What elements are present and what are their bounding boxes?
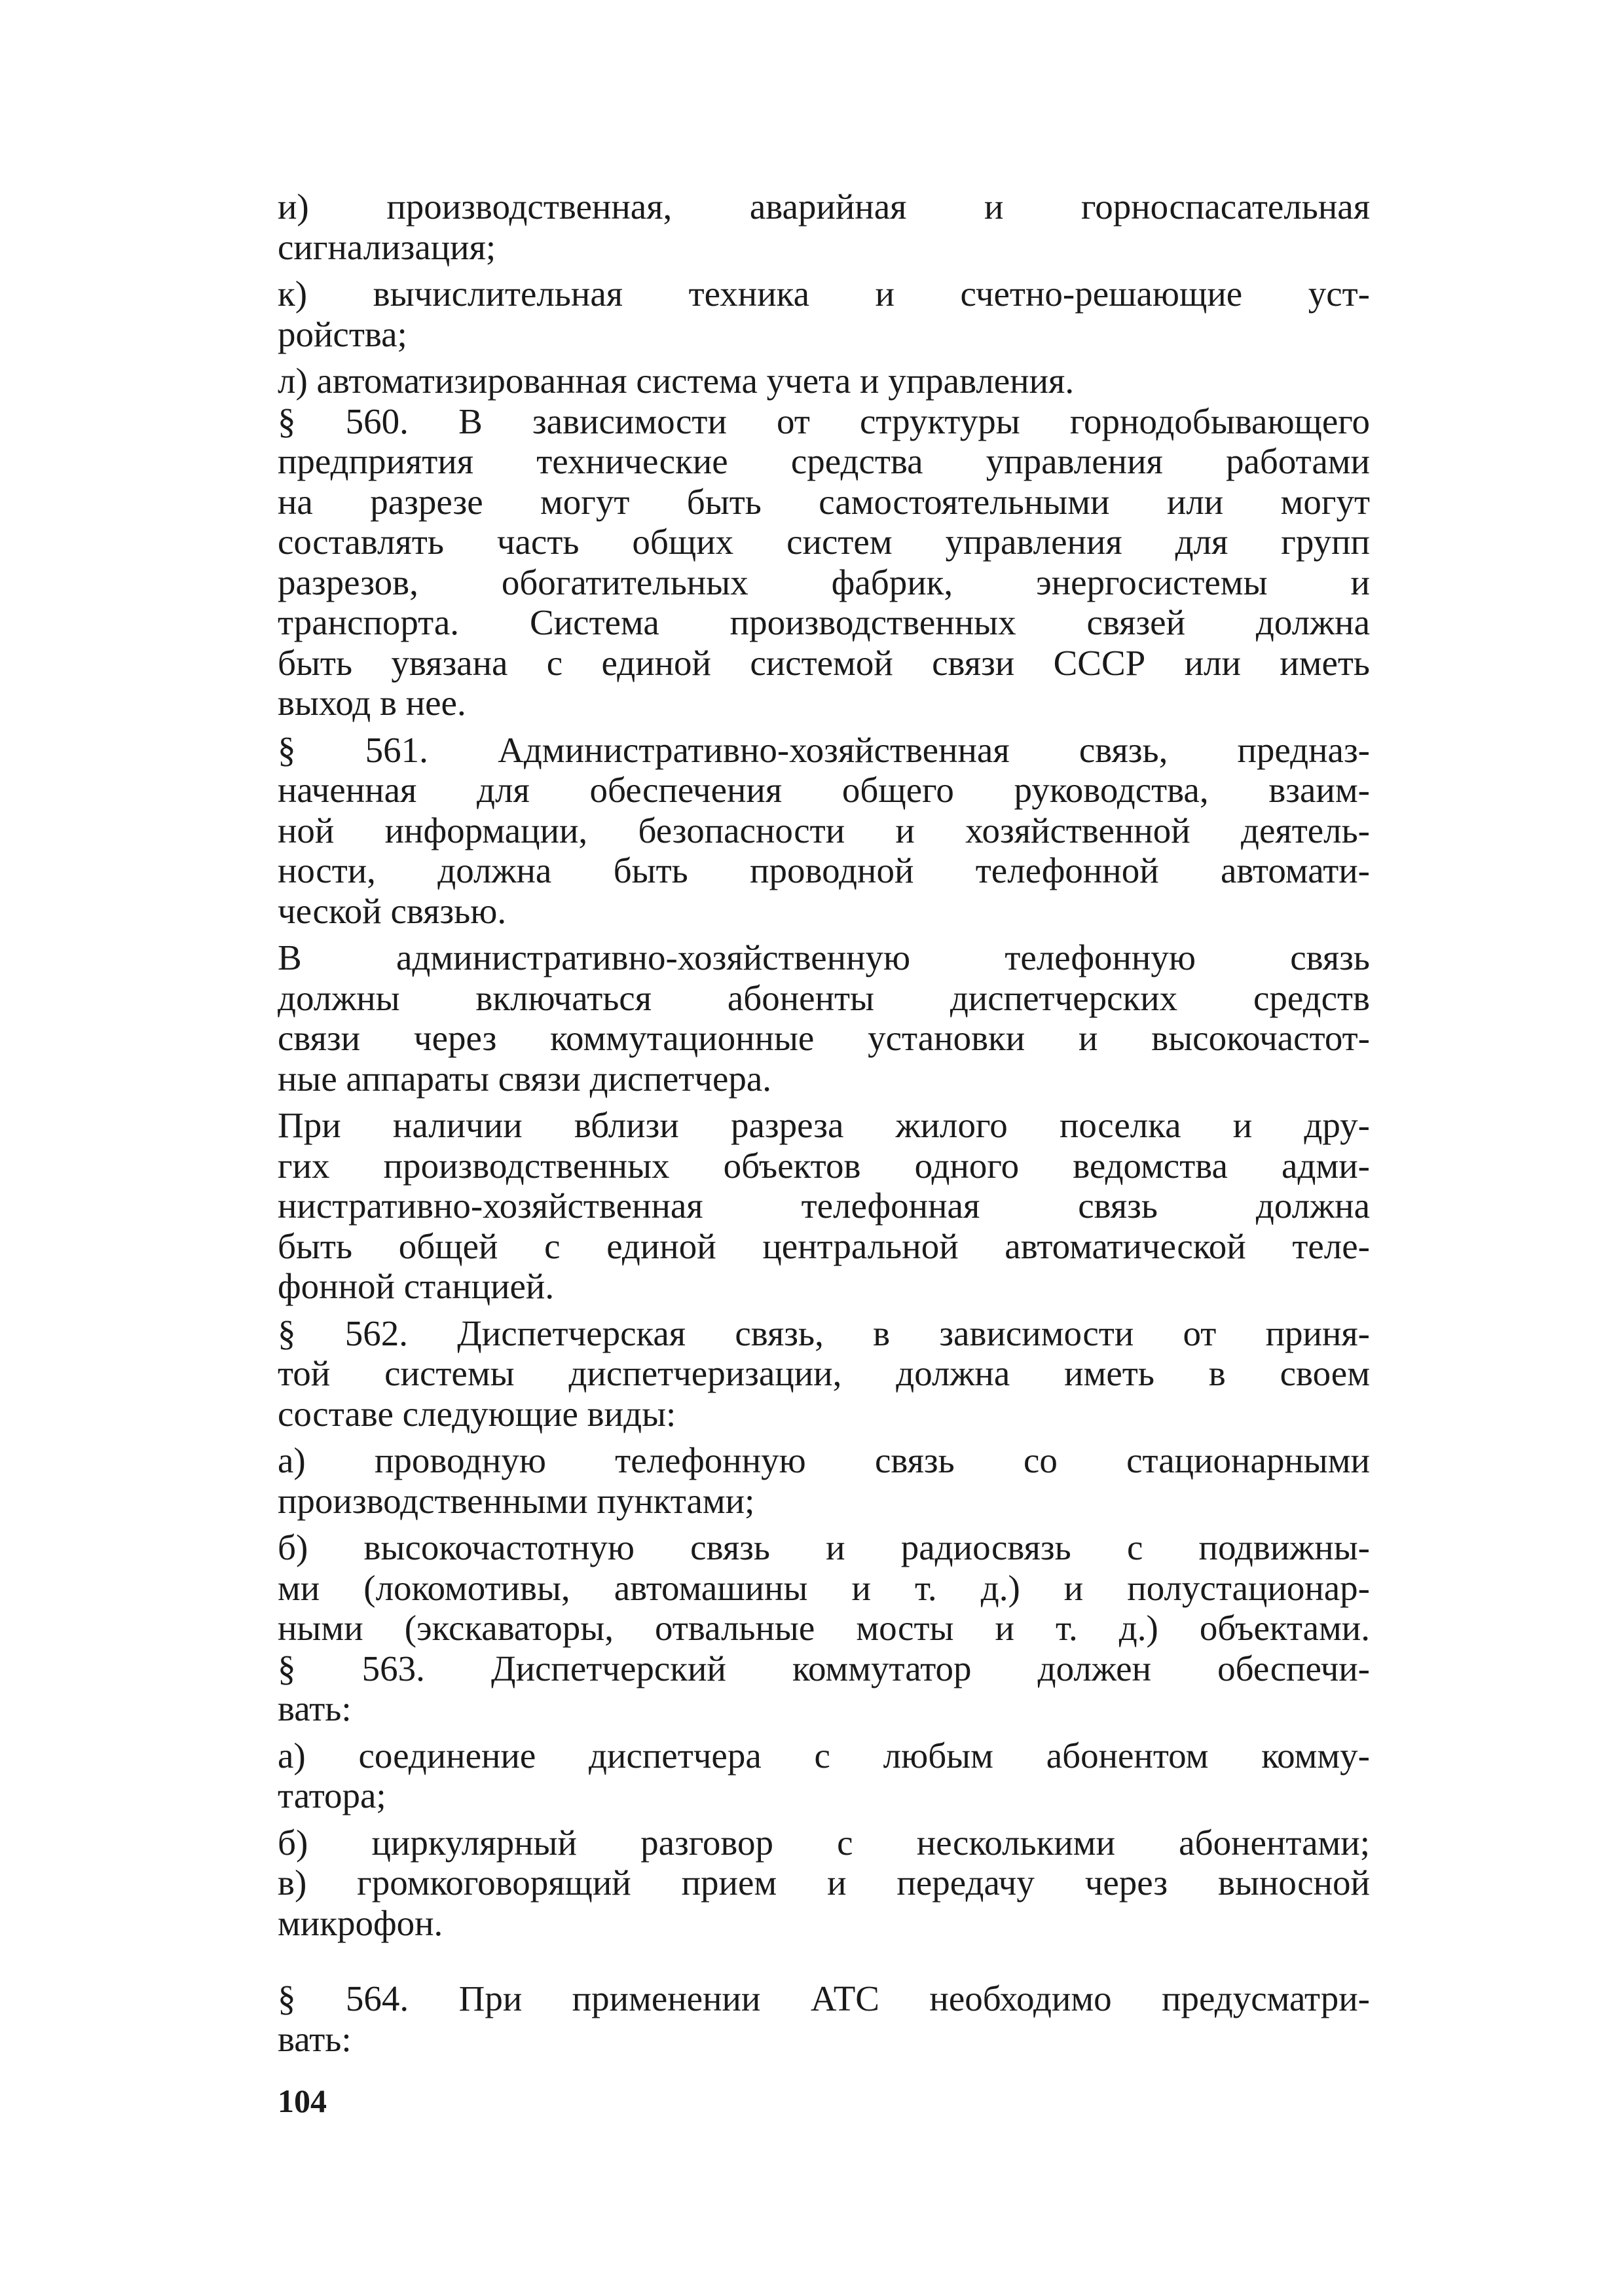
text-line: § 561. Административно-хозяйственная связь, предназ- — [278, 729, 1370, 770]
text-line: фонной станцией. — [278, 1266, 555, 1306]
text-line: в) громкоговорящий прием и передачу через выносной — [278, 1863, 1370, 1903]
text-line: наченная для обеспечения общего руководства, взаим- — [278, 770, 1370, 810]
text-line: сигнализация; — [278, 227, 496, 267]
text-line: а) проводную телефонную связь со стационарными — [278, 1440, 1370, 1480]
paragraph-item-i — [278, 187, 1370, 267]
paragraph-admin-telephone — [278, 938, 1370, 1099]
text-line: л) автоматизированная система учета и управления. — [278, 361, 1075, 401]
paragraph-section-563 — [278, 1649, 1370, 1729]
text-line: При наличии вблизи разреза жилого поселка и дру- — [278, 1105, 1370, 1145]
text-line: а) соединение диспетчера с любым абонентом комму- — [278, 1735, 1370, 1776]
text-line: ной информации, безопасности и хозяйственной деятель- — [278, 810, 1370, 850]
text-line: производственными пунктами; — [278, 1480, 755, 1521]
text-line: к) вычислительная техника и счетно-решающие уст- — [278, 274, 1370, 314]
text-line: составлять часть общих систем управления для групп — [278, 522, 1370, 562]
text-line: разрезов, обогатительных фабрик, энергосистемы и — [278, 562, 1370, 602]
text-line: той системы диспетчеризации, должна иметь в своем — [278, 1353, 1370, 1393]
text-line: нистративно-хозяйственная телефонная связь должна — [278, 1186, 1370, 1226]
text-line: микрофон. — [278, 1903, 443, 1943]
text-line: ными (экскаваторы, отвальные мосты и т. д.) объектами. — [278, 1608, 1370, 1648]
text-line: выход в нее. — [278, 683, 466, 723]
text-line: предприятия технические средства управления работами — [278, 441, 1370, 481]
paragraph-562-b — [278, 1527, 1370, 1649]
text-line: составе следующие виды: — [278, 1393, 676, 1434]
text-line: вать: — [278, 2018, 352, 2059]
paragraph-settlement — [278, 1105, 1370, 1307]
text-line: транспорта. Система производственных связей должна — [278, 602, 1370, 642]
page-number: 104 — [278, 2083, 327, 2119]
paragraph-item-l — [278, 361, 1370, 401]
paragraph-563-a — [278, 1736, 1370, 1816]
paragraph-section-564 — [278, 1978, 1370, 2059]
text-line: ные аппараты связи диспетчера. — [278, 1058, 772, 1099]
text-line: § 562. Диспетчерская связь, в зависимости от приня- — [278, 1313, 1370, 1353]
text-line: татора; — [278, 1776, 386, 1815]
text-line: должны включаться абоненты диспетчерских средств — [278, 977, 1370, 1018]
paragraph-563-b — [278, 1823, 1370, 1863]
text-line: на разрезе могут быть самостоятельными или могут — [278, 481, 1370, 522]
paragraph-section-561 — [278, 730, 1370, 932]
text-line: вать: — [278, 1688, 352, 1728]
text-line: гих производственных объектов одного ведомства адми- — [278, 1145, 1370, 1186]
text-line: ми (локомотивы, автомашины и т. д.) и полустационар- — [278, 1567, 1370, 1608]
text-line: В административно-хозяйственную телефонную связь — [278, 938, 1370, 977]
text-line: ройства; — [278, 314, 407, 354]
text-line: ческой связью. — [278, 890, 507, 931]
text-line: § 560. В зависимости от структуры горнодобывающего — [278, 401, 1370, 441]
text-line: § 564. При применении АТС необходимо предусматри- — [278, 1978, 1370, 2018]
text-line: б) высокочастотную связь и радиосвязь с подвижны- — [278, 1527, 1370, 1567]
text-line: связи через коммутационные установки и высокочастот- — [278, 1018, 1370, 1058]
text-line: быть общей с единой центральной автоматической теле- — [278, 1226, 1370, 1266]
paragraph-section-562 — [278, 1313, 1370, 1434]
paragraph-section-560 — [278, 401, 1370, 723]
paragraph-item-k — [278, 274, 1370, 354]
paragraph-563-v — [278, 1863, 1370, 1943]
text-line: ности, должна быть проводной телефонной автомати- — [278, 850, 1370, 890]
text-line: быть увязана с единой системой связи СССР или иметь — [278, 642, 1370, 683]
page-body — [278, 187, 1370, 2059]
text-line: б) циркулярный разговор с несколькими абонентами; — [278, 1822, 1370, 1863]
text-line: § 563. Диспетчерский коммутатор должен обеспечи- — [278, 1648, 1370, 1688]
paragraph-562-a — [278, 1440, 1370, 1521]
text-line: и) производственная, аварийная и горноспасательная — [278, 187, 1370, 227]
